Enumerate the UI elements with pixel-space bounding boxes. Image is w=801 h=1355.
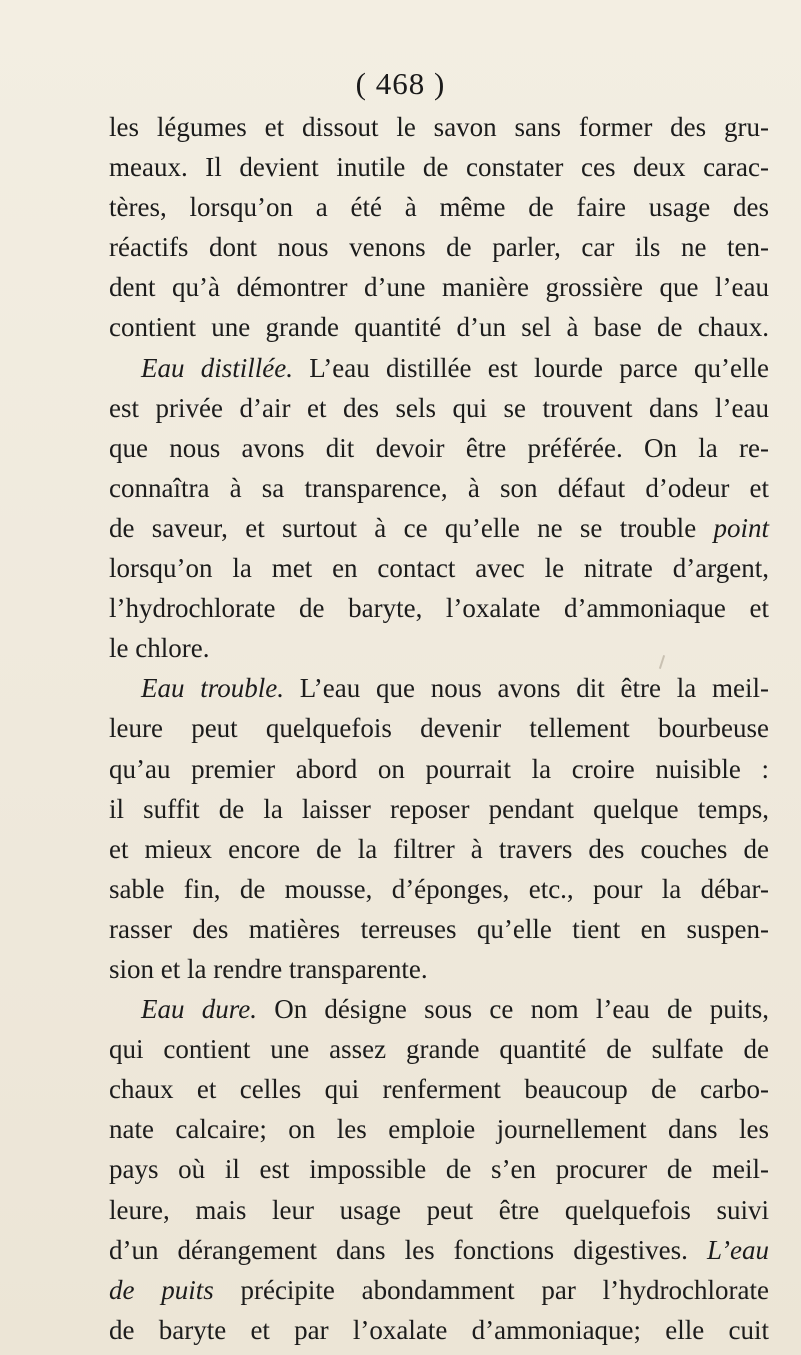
text-line <box>109 708 769 748</box>
text-line <box>109 107 769 147</box>
text-segment: est privée d’air et des sels qui se trouvent dans l’eau <box>109 392 769 423</box>
text-segment: l’hydrochlorate de baryte, l’oxalate d’ammoniaque et <box>109 593 769 624</box>
text-segment: d’un dérangement dans les fonctions digestives. <box>109 1234 707 1265</box>
italic-text: Eau trouble. <box>141 673 284 704</box>
italic-text: Eau dure. <box>141 994 257 1025</box>
text-segment: de baryte et par l’oxalate d’ammoniaque; elle cuit <box>109 1314 769 1345</box>
text-segment: précipite abondamment par l’hydrochlorate <box>213 1274 769 1305</box>
text-segment: leure peut quelquefois devenir tellement bourbeuse <box>109 713 769 744</box>
text-segment: leure, mais leur usage peut être quelquefois suivi <box>109 1194 769 1225</box>
text-segment: le chlore. <box>109 633 210 664</box>
italic-text: L’eau <box>707 1234 769 1265</box>
text-line <box>109 1029 769 1069</box>
text-segment: et mieux encore de la filtrer à travers des couches de <box>109 833 769 864</box>
text-line <box>109 548 769 588</box>
text-line <box>109 829 769 869</box>
text-segment: L’eau que nous avons dit être la meil- <box>284 673 769 704</box>
text-line <box>109 267 769 307</box>
text-line <box>109 348 769 388</box>
text-line <box>109 1310 769 1350</box>
italic-text: point <box>713 512 769 543</box>
body-text <box>109 107 769 1350</box>
text-line <box>109 668 769 708</box>
text-line <box>109 1190 769 1230</box>
text-segment: pays où il est impossible de s’en procurer de meil- <box>109 1154 769 1185</box>
italic-text: de puits <box>109 1274 214 1305</box>
text-line <box>109 1109 769 1149</box>
text-line <box>109 508 769 548</box>
text-segment: que nous avons dit devoir être préférée. On la re- <box>109 432 769 463</box>
text-line <box>109 989 769 1029</box>
text-line <box>109 789 769 829</box>
text-segment: nate calcaire; on les emploie journellement dans les <box>109 1114 769 1145</box>
text-line <box>109 147 769 187</box>
text-segment: qui contient une assez grande quantité de sulfate de <box>109 1034 769 1065</box>
italic-text: Eau distillée. <box>141 352 293 383</box>
text-segment: il suffit de la laisser reposer pendant quelque temps, <box>109 793 769 824</box>
text-segment: dent qu’à démontrer d’une manière grossière que l’eau <box>109 272 769 303</box>
text-segment: lorsqu’on la met en contact avec le nitrate d’argent, <box>109 553 769 584</box>
text-segment: rasser des matières terreuses qu’elle tient en suspen- <box>109 913 769 944</box>
text-line <box>109 1149 769 1189</box>
text-segment: connaîtra à sa transparence, à son défaut d’odeur et <box>109 472 769 503</box>
text-segment: tères, lorsqu’on a été à même de faire usage des <box>109 192 769 223</box>
text-segment: qu’au premier abord on pourrait la croire nuisible : <box>109 753 769 784</box>
text-segment: contient une grande quantité d’un sel à base de chaux. <box>109 312 769 343</box>
text-segment: sion et la rendre transparente. <box>109 953 428 984</box>
text-line <box>109 588 769 628</box>
text-line <box>109 428 769 468</box>
text-segment: sable fin, de mousse, d’éponges, etc., pour la débar- <box>109 873 769 904</box>
text-line <box>109 628 769 668</box>
text-line <box>109 388 769 428</box>
text-line <box>109 949 769 989</box>
text-line <box>109 1069 769 1109</box>
text-line <box>109 909 769 949</box>
text-line <box>109 227 769 267</box>
text-segment: réactifs dont nous venons de parler, car ils ne ten- <box>109 232 769 263</box>
text-line <box>109 468 769 508</box>
text-segment: chaux et celles qui renferment beaucoup de carbo- <box>109 1074 769 1105</box>
text-line <box>109 307 769 347</box>
text-segment: meaux. Il devient inutile de constater ces deux carac- <box>109 152 769 183</box>
text-segment: On désigne sous ce nom l’eau de puits, <box>256 994 769 1025</box>
text-segment: L’eau distillée est lourde parce qu’elle <box>293 352 769 383</box>
text-line <box>109 187 769 227</box>
text-line <box>109 1230 769 1270</box>
text-segment: de saveur, et surtout à ce qu’elle ne se trouble <box>109 512 714 543</box>
page-number: ( 468 ) <box>355 66 446 101</box>
text-segment: les légumes et dissout le savon sans former des gru- <box>109 112 769 142</box>
text-line <box>109 869 769 909</box>
text-line <box>109 1270 769 1310</box>
text-line <box>109 749 769 789</box>
